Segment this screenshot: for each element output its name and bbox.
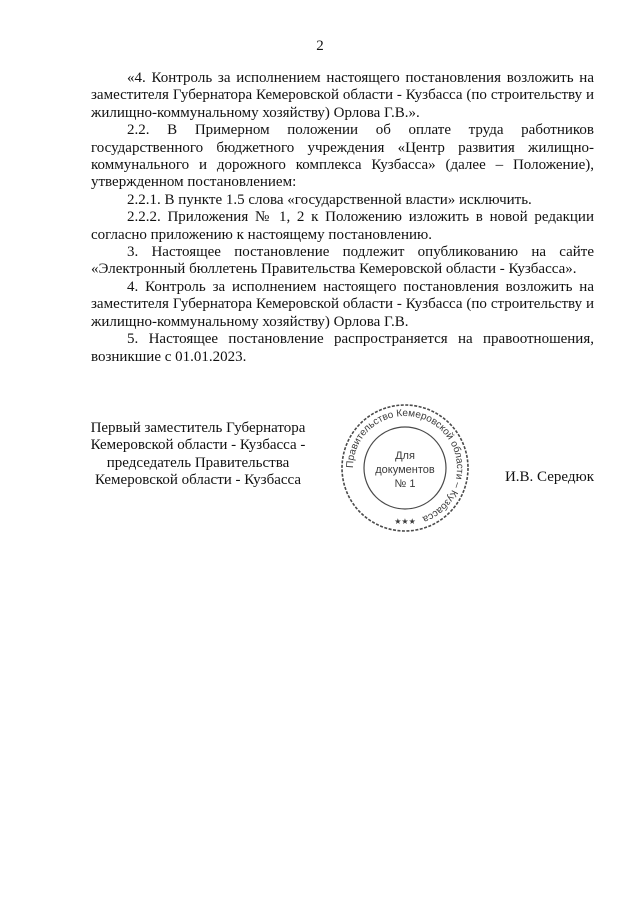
paragraph-3: 3. Настоящее постановление подлежит опубликованию на сайте «Электронный бюллетень Правительства Кемеровской области - Кузбасса». [91, 244, 594, 278]
paragraph-2-2-2: 2.2.2. Приложения № 1, 2 к Положению изложить в новой редакции согласно приложению к настоящему постановлению. [91, 209, 594, 243]
paragraph-5: 5. Настоящее постановление распространяется на правоотношения, возникшие с 01.01.2023. [91, 331, 594, 365]
stamp-seal [339, 402, 471, 534]
signatory-position-line: председатель Правительства [106, 454, 290, 471]
paragraph-2-2-1: 2.2.1. В пункте 1.5 слова «государственной власти» исключить. [127, 191, 532, 208]
paragraph-2-2: 2.2. В Примерном положении об оплате труда работников государственного бюджетного учреждения «Центр развития жилищно-коммунального и дорожного комплекса Кузбасса» (далее – Положение), утвержденном постановлением: [91, 122, 594, 191]
stamp-center-line: документов [375, 464, 435, 476]
signatory-position-line: Кемеровской области - Кузбасса [94, 472, 302, 489]
stamp-center-line: № 1 [394, 478, 416, 490]
paragraph-4: 4. Контроль за исполнением настоящего постановления возложить на заместителя Губернатора Кемеровской области - Кузбасса (по строительству и жилищно-коммунальному хозяйству) Орлова Г.В. [91, 278, 594, 330]
official-stamp [339, 402, 471, 534]
signatory-position [88, 420, 308, 490]
paragraph-clause-4-quote: «4. Контроль за исполнением настоящего постановления возложить на заместителя Губернатора Кемеровской области - Кузбасса (по строительству и жилищно-коммунальному хозяйству) Орлова Г.В.». [91, 70, 594, 121]
signatory-position-line: Первый заместитель Губернатора [90, 420, 306, 436]
signatory-name: И.В. Середюк [504, 469, 594, 485]
stamp-center-line: Для [395, 450, 415, 462]
stamp-stars: ★★★ [394, 517, 416, 526]
page-number: 2 [316, 38, 324, 54]
signatory-position-line: Кемеровской области - Кузбасса - [90, 437, 306, 454]
stamp-ring-textpath: Правительство Кемеровской области – Кузбасса [344, 407, 466, 525]
document-body [91, 70, 594, 366]
